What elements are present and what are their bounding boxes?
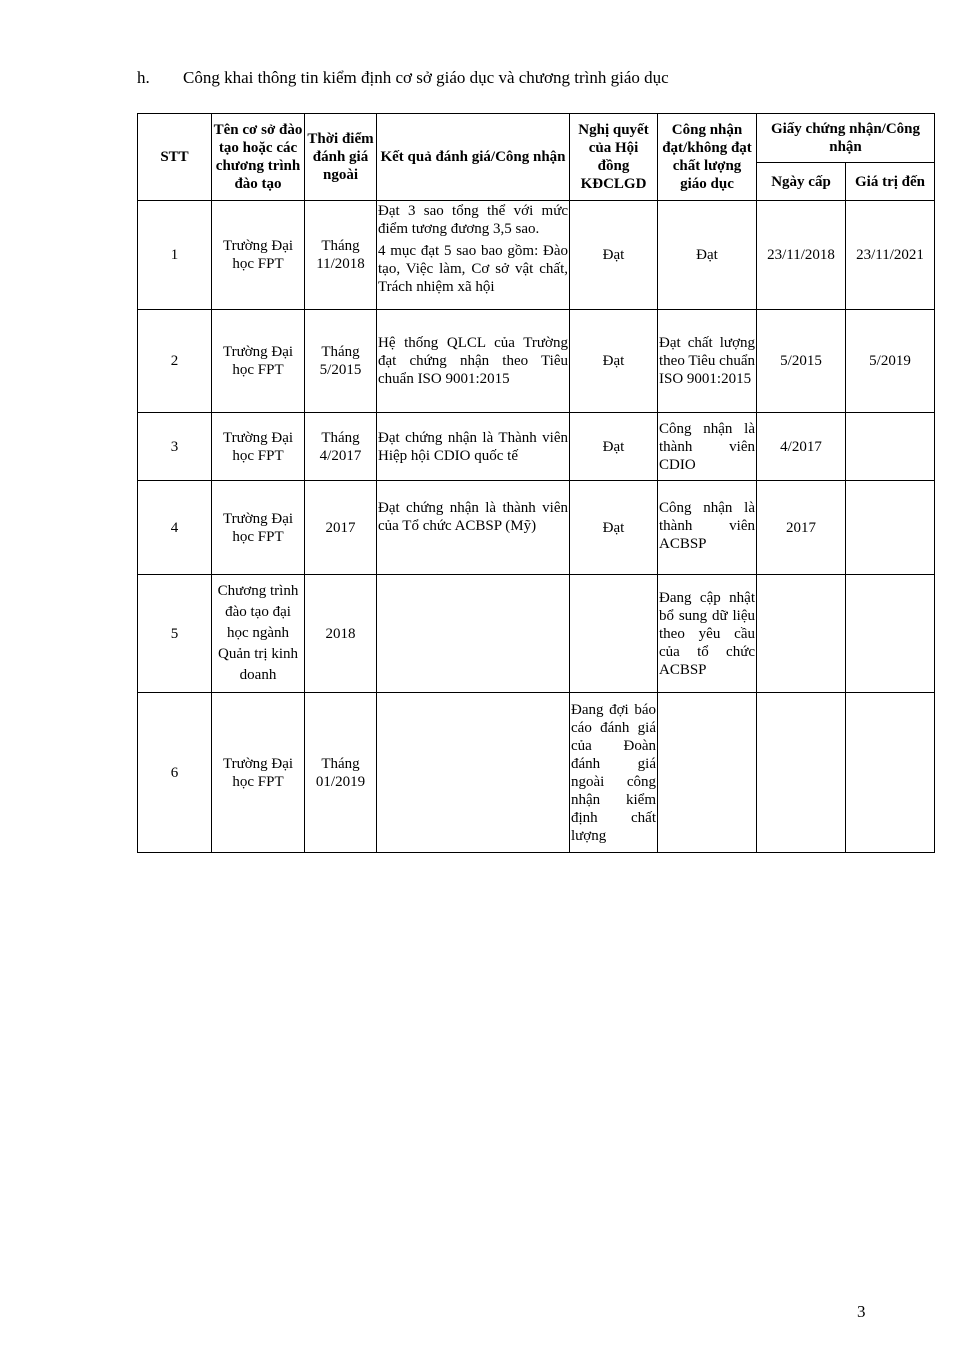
cell-result [377,575,570,693]
header-time: Thời điểm đánh giá ngoài [305,114,377,201]
cell-stt: 6 [138,693,212,853]
section-heading [137,68,669,88]
cell-time: Tháng 01/2019 [305,693,377,853]
header-result: Kết quả đánh giá/Công nhận [377,114,570,201]
result-line: Đạt 3 sao tổng thể với mức điểm tương đương 3,5 sao. [378,203,568,237]
header-recognition: Công nhận đạt/không đạt chất lượng giáo dục [658,114,757,201]
cell-recognition: Đạt chất lượng theo Tiêu chuẩn ISO 9001:2015 [658,310,757,413]
cell-valid-until: 23/11/2021 [846,201,935,310]
cell-issued: 4/2017 [757,413,846,481]
section-title: Công khai thông tin kiểm định cơ sở giáo dục và chương trình giáo dục [183,68,669,87]
result-line: 4 mục đạt 5 sao bao gồm: Đào tạo, Việc làm, Cơ sở vật chất, Trách nhiệm xã hội [378,243,568,295]
cell-result: Đạt chứng nhận là Thành viên Hiệp hội CDIO quốc tế [377,413,570,481]
cell-stt: 1 [138,201,212,310]
cell-issued: 2017 [757,481,846,575]
table-row [138,413,935,481]
cell-valid-until [846,575,935,693]
header-issued: Ngày cấp [757,163,846,201]
table-row [138,575,935,693]
cell-resolution: Đạt [570,481,658,575]
cell-time: Tháng 11/2018 [305,201,377,310]
cell-time: 2018 [305,575,377,693]
cell-result: Hệ thống QLCL của Trường đạt chứng nhận theo Tiêu chuẩn ISO 9001:2015 [377,310,570,413]
cell-recognition: Đạt [658,201,757,310]
cell-valid-until [846,413,935,481]
header-stt: STT [138,114,212,201]
cell-resolution: Đạt [570,413,658,481]
cell-stt: 3 [138,413,212,481]
cell-resolution: Đang đợi báo cáo đánh giá của Đoàn đánh giá ngoài công nhận kiểm định chất lượng [570,693,658,853]
cell-resolution [570,575,658,693]
cell-recognition [658,693,757,853]
cell-valid-until: 5/2019 [846,310,935,413]
cell-resolution: Đạt [570,201,658,310]
cell-program: Chương trình đào tạo đại học ngành Quản trị kinh doanh [212,575,305,693]
cell-recognition: Công nhận là thành viên ACBSP [658,481,757,575]
cell-time: Tháng 4/2017 [305,413,377,481]
header-program: Tên cơ sở đào tạo hoặc các chương trình đào tạo [212,114,305,201]
cell-program: Trường Đại học FPT [212,693,305,853]
cell-result [377,201,570,310]
cell-result [377,693,570,853]
table-row [138,201,935,310]
table-row [138,693,935,853]
accreditation-table [137,113,935,853]
cell-stt: 4 [138,481,212,575]
cell-time: Tháng 5/2015 [305,310,377,413]
cell-recognition: Công nhận là thành viên CDIO [658,413,757,481]
cell-issued [757,575,846,693]
page-number: 3 [857,1302,866,1321]
cell-stt: 5 [138,575,212,693]
header-certificate: Giấy chứng nhận/Công nhận [757,114,935,163]
cell-issued: 23/11/2018 [757,201,846,310]
table-row [138,481,935,575]
cell-issued [757,693,846,853]
cell-valid-until [846,481,935,575]
header-valid-until: Giá trị đến [846,163,935,201]
cell-program: Trường Đại học FPT [212,310,305,413]
cell-result: Đạt chứng nhận là thành viên của Tổ chức ACBSP (Mỹ) [377,481,570,575]
cell-issued: 5/2015 [757,310,846,413]
cell-time: 2017 [305,481,377,575]
cell-program: Trường Đại học FPT [212,413,305,481]
cell-recognition: Đang cập nhật bổ sung dữ liệu theo yêu cầu của tổ chức ACBSP [658,575,757,693]
cell-stt: 2 [138,310,212,413]
cell-program: Trường Đại học FPT [212,201,305,310]
cell-program: Trường Đại học FPT [212,481,305,575]
cell-valid-until [846,693,935,853]
cell-resolution: Đạt [570,310,658,413]
header-resolution: Nghị quyết của Hội đồng KĐCLGD [570,114,658,201]
section-number: h. [137,68,150,87]
table-row [138,310,935,413]
